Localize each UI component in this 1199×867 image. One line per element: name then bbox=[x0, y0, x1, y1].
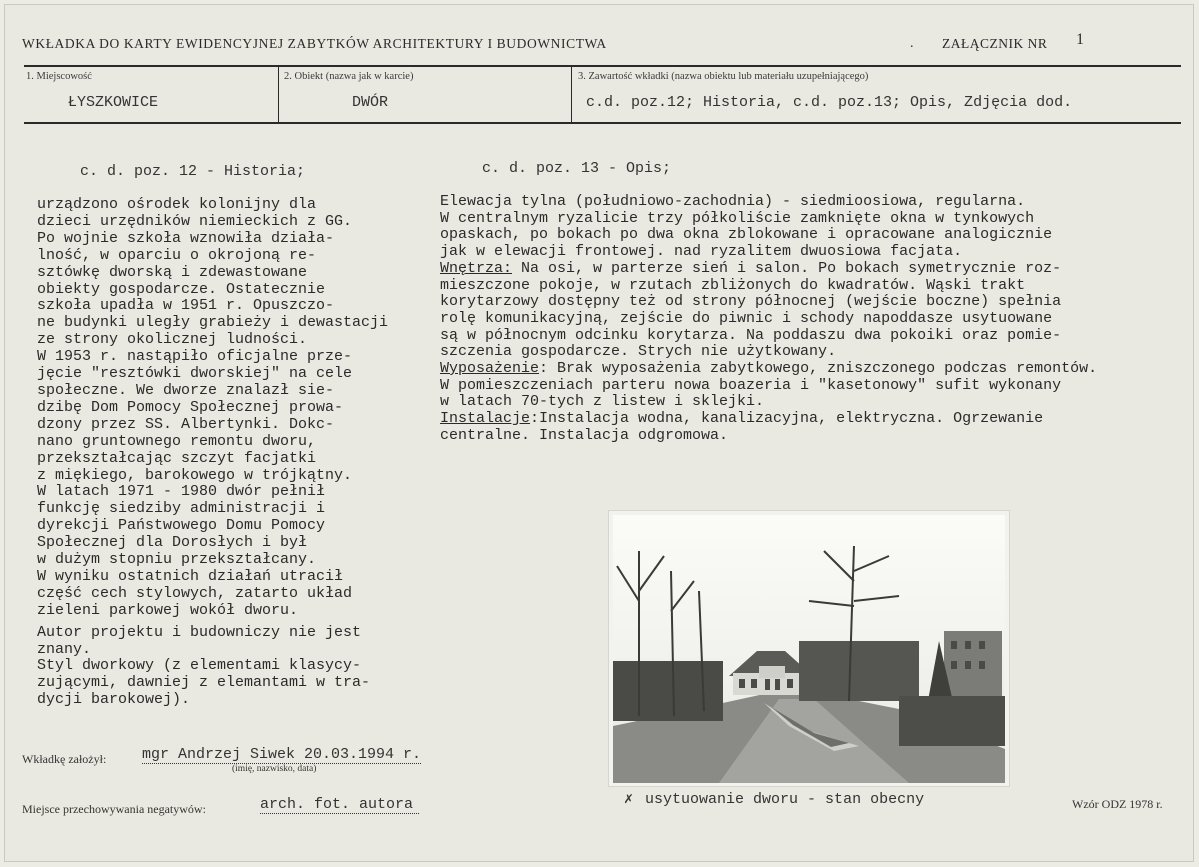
history-line: sztówkę dworską i zdewastowane bbox=[37, 263, 308, 281]
style-line: Autor projektu i budowniczy nie jest bbox=[37, 623, 362, 641]
manor-photo-image bbox=[609, 511, 1009, 786]
photo-caption bbox=[624, 789, 924, 808]
history-line: urządzono ośrodek kolonijny dla bbox=[37, 196, 317, 213]
history-line: lność, w oparciu o okrojoną re- bbox=[37, 246, 317, 264]
fields-bottom-rule bbox=[24, 122, 1181, 124]
style-line: Styl dworkowy (z elementami klasycy- bbox=[37, 657, 362, 675]
style-paragraph bbox=[37, 625, 437, 710]
interior-paragraph bbox=[440, 278, 1180, 362]
equipment-paragraph bbox=[440, 378, 1180, 411]
history-line: obiekty gospodarcze. Ostatecznie bbox=[37, 280, 326, 298]
history-text bbox=[37, 197, 437, 709]
manor-photo bbox=[609, 511, 1009, 786]
card-title: WKŁADKA DO KARTY EWIDENCYJNEJ ZABYTKÓW ARCHITEKTURY I BUDOWNICTWA bbox=[22, 36, 607, 51]
object-label: 2. Obiekt (nazwa jak w karcie) bbox=[284, 71, 414, 82]
style-line: dycji barokowej). bbox=[37, 691, 191, 709]
annex-label: ZAŁĄCZNIK NR bbox=[942, 36, 1048, 51]
annex-number: 1 bbox=[1076, 31, 1084, 48]
elevation-line: jak w elewacji frontowej. nad ryzalitem dwuosiowa facjata. bbox=[440, 243, 963, 261]
install-paragraph bbox=[440, 428, 1180, 445]
elevation-line: Elewacja tylna (południowo-zachodnia) - siedmioosiowa, regularna. bbox=[440, 193, 1026, 210]
created-value: mgr Andrzej Siwek 20.03.1994 r. bbox=[142, 746, 422, 763]
history-line: ne budynki uległy grabieży i dewastacji bbox=[37, 314, 389, 332]
history-heading: c. d. poz. 12 - Historia; bbox=[80, 163, 306, 180]
elevation-line: W centralnym ryzalicie trzy półkoliście zamknięte okna w tynkowych bbox=[440, 209, 1035, 227]
history-line: przekształcając szczyt facjatki bbox=[37, 449, 317, 467]
storage-label: Miejsce przechowywania negatywów: bbox=[22, 802, 206, 816]
history-line: dzieci urzędników niemieckich z GG. bbox=[37, 212, 353, 230]
fields-top-rule bbox=[24, 65, 1181, 67]
history-line: w dużym stopniu przekształcany. bbox=[37, 551, 317, 569]
object-value: DWÓR bbox=[352, 94, 389, 111]
install-label: Instalacje bbox=[440, 410, 531, 428]
header-separator: . bbox=[910, 36, 914, 51]
contents-value: c.d. poz.12; Historia, c.d. poz.13; Opis, Zdjęcia dod. bbox=[586, 94, 1073, 111]
caption-mark: ✗ bbox=[624, 791, 634, 808]
history-line: ze strony okolicznej ludności. bbox=[37, 331, 308, 349]
fields-divider-1 bbox=[278, 66, 279, 123]
description-text bbox=[440, 194, 1180, 445]
interior-line: mieszczone pokoje, w rzutach zbliżonych do kwadratów. Wąski trakt bbox=[440, 276, 1026, 294]
history-line: dyrekcji Państwowego Domu Pomocy bbox=[37, 517, 326, 535]
history-line: funkcję siedziby administracji i bbox=[37, 500, 326, 518]
interior-line: rolę komunikacyjną, zejście do piwnic i schody napoddasze usytuowane bbox=[440, 309, 1053, 327]
contents-label: 3. Zawartość wkładki (nazwa obiektu lub materiału uzupełniającego) bbox=[578, 71, 869, 82]
interior-first-line bbox=[440, 261, 1180, 278]
interior-line: szczenia gospodarcze. Strych nie użytkowany. bbox=[440, 343, 837, 361]
history-line: Po wojnie szkoła wznowiła działa- bbox=[37, 229, 335, 247]
history-line: z miękiego, barokowego w trójkątny. bbox=[37, 466, 353, 484]
equipment-label: Wyposażenie bbox=[440, 360, 540, 378]
history-line: W latach 1971 - 1980 dwór pełnił bbox=[37, 483, 326, 501]
history-line: szkoła upadła w 1951 r. Opuszczo- bbox=[37, 297, 335, 315]
install-text: :Instalacja wodna, kanalizacyjna, elektryczna. Ogrzewanie bbox=[530, 410, 1044, 428]
interior-text: Na osi, w parterze sień i salon. Po bokach symetrycznie roz- bbox=[512, 259, 1062, 277]
locality-value: ŁYSZKOWICE bbox=[68, 94, 159, 111]
history-line: nano gruntownego remontu dworu, bbox=[37, 432, 317, 450]
equipment-text: : Brak wyposażenia zabytkowego, zniszczonego podczas remontów. bbox=[539, 360, 1098, 378]
history-line: jęcie "resztówki dworskiej" na cele bbox=[37, 365, 353, 383]
history-paragraph bbox=[37, 197, 437, 620]
storage-value: arch. fot. autora bbox=[260, 796, 419, 814]
style-line: znany. bbox=[37, 640, 92, 658]
equipment-line: W pomieszczeniach parteru nowa boazeria i "kasetonowy" sufit wykonany bbox=[440, 376, 1062, 394]
history-line: społeczne. We dworze znalazł sie- bbox=[37, 381, 335, 399]
interior-line: są w północnym odcinku korytarza. Na poddaszu dwa pokoiki oraz pomie- bbox=[440, 326, 1062, 344]
install-line: centralne. Instalacja odgromowa. bbox=[440, 426, 729, 444]
created-label: Wkładkę założył: bbox=[22, 752, 107, 766]
history-line: W wyniku ostatnich działań utracił bbox=[37, 567, 344, 585]
equipment-first-line bbox=[440, 361, 1180, 378]
history-line: Społecznej dla Dorosłych i był bbox=[37, 534, 308, 552]
style-line: zującymi, dawniej z elemantami w tra- bbox=[37, 674, 371, 692]
history-line: dzibę Dom Pomocy Społecznej prowa- bbox=[37, 398, 344, 416]
equipment-line: w latach 70-tych z listew i sklejki. bbox=[440, 393, 765, 411]
fields-divider-2 bbox=[571, 66, 572, 123]
locality-label: 1. Miejscowość bbox=[26, 71, 92, 82]
description-heading: c. d. poz. 13 - Opis; bbox=[482, 160, 672, 177]
caption-text: usytuowanie dworu - stan obecny bbox=[645, 791, 925, 808]
form-number: Wzór ODZ 1978 r. bbox=[1072, 797, 1163, 811]
interior-label: Wnętrza: bbox=[440, 259, 513, 277]
history-line: część cech stylowych, zatarto układ bbox=[37, 584, 353, 602]
elevation-line: opaskach, po bokach po dwa okna zblokowane i opracowane analogicznie bbox=[440, 226, 1053, 244]
created-sublabel: (imię, nazwisko, data) bbox=[232, 764, 317, 774]
history-line: zieleni parkowej wokół dworu. bbox=[37, 601, 299, 619]
interior-line: korytarzowy dostępny też od strony północnej (wejście boczne) spełnia bbox=[440, 293, 1062, 311]
install-first-line bbox=[440, 411, 1180, 428]
elevation-paragraph bbox=[440, 194, 1180, 261]
history-line: dzony przez SS. Albertynki. Dokc- bbox=[37, 415, 335, 433]
history-line: W 1953 r. nastąpiło oficjalne prze- bbox=[37, 348, 353, 366]
